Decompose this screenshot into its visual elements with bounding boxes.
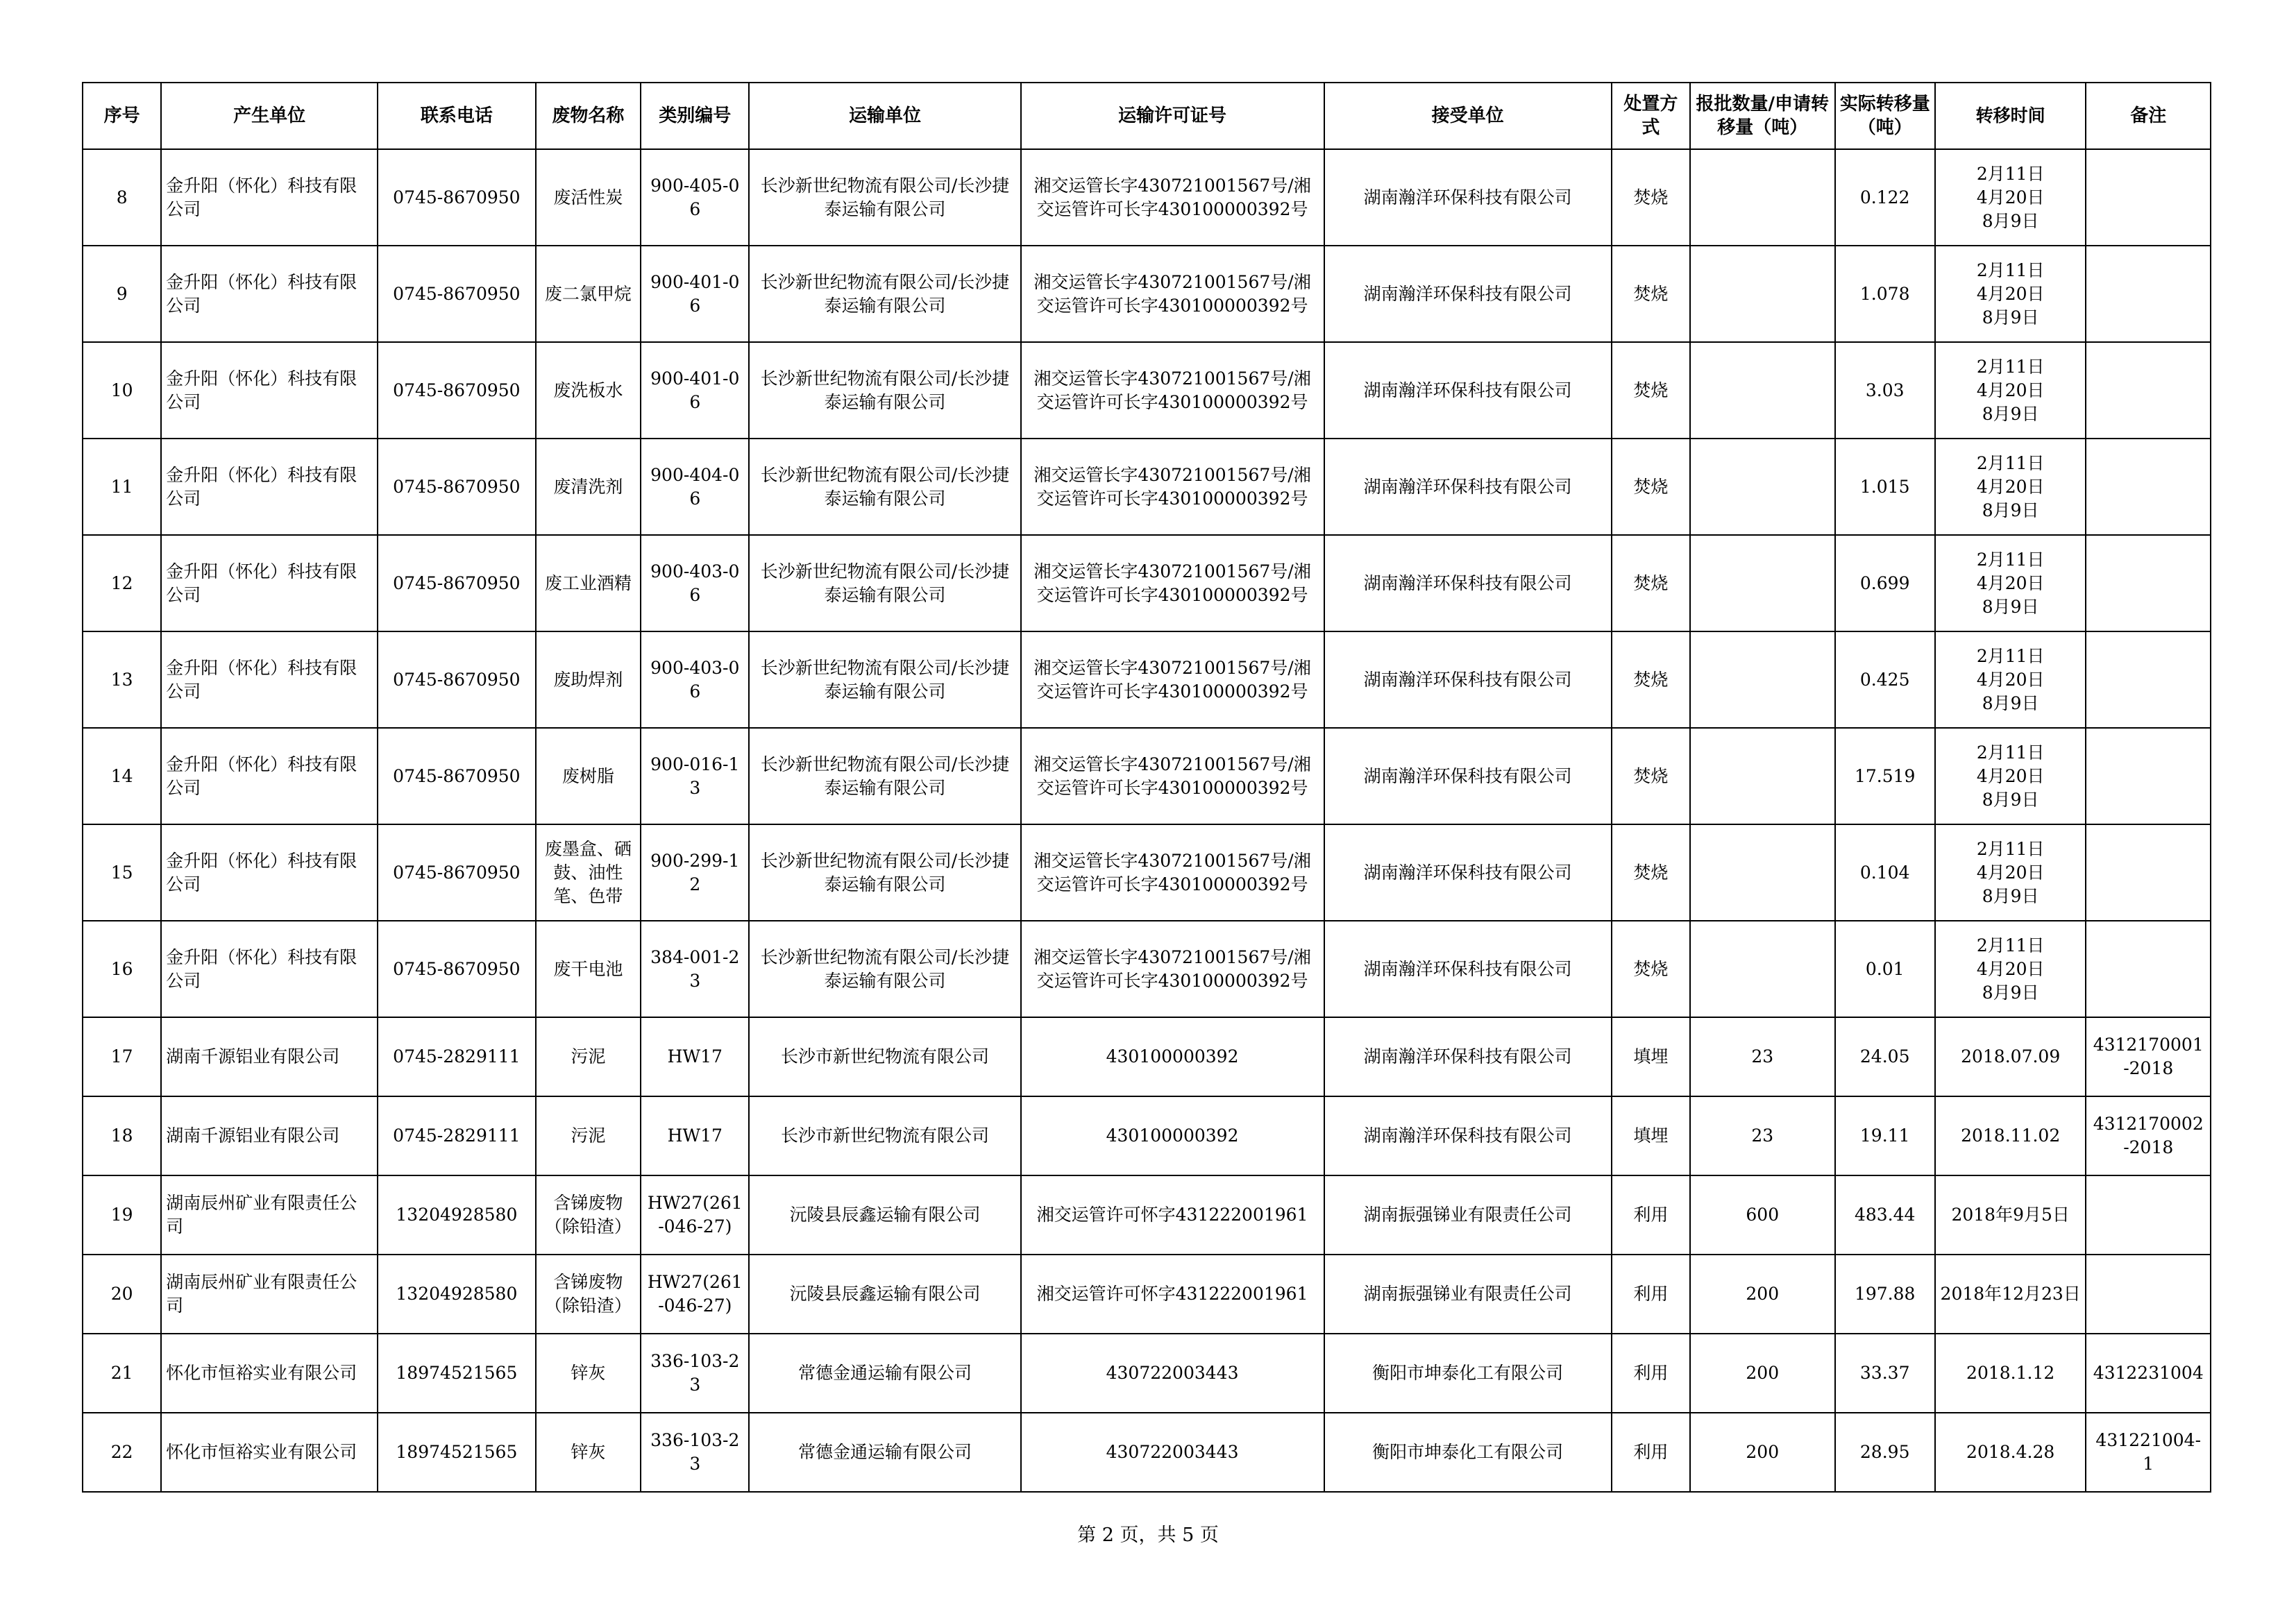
table-cell: 沅陵县辰鑫运输有限公司 xyxy=(749,1175,1020,1255)
table-cell: 431221004-1 xyxy=(2086,1413,2211,1492)
table-cell: 0.104 xyxy=(1835,824,1935,921)
table-cell: 0745-8670950 xyxy=(378,149,536,246)
table-cell: 利用 xyxy=(1612,1334,1690,1413)
table-cell: 湘交运管长字430721001567号/湘交运管许可长字430100000392号 xyxy=(1021,728,1324,824)
table-cell: 废工业酒精 xyxy=(536,535,641,631)
table-cell: 200 xyxy=(1690,1413,1835,1492)
table-cell xyxy=(2086,1175,2211,1255)
table-cell: 衡阳市坤泰化工有限公司 xyxy=(1324,1334,1612,1413)
table-cell: 16 xyxy=(83,921,161,1017)
table-cell: 金升阳（怀化）科技有限公司 xyxy=(161,921,378,1017)
table-cell: 湖南瀚洋环保科技有限公司 xyxy=(1324,439,1612,535)
table-row xyxy=(83,1334,2211,1413)
table-cell: 22 xyxy=(83,1413,161,1492)
table-cell: 2018.4.28 xyxy=(1935,1413,2086,1492)
table-row xyxy=(83,631,2211,728)
table-cell: 0745-8670950 xyxy=(378,921,536,1017)
table-cell: 湘交运管长字430721001567号/湘交运管许可长字430100000392号 xyxy=(1021,921,1324,1017)
table-cell: 1.015 xyxy=(1835,439,1935,535)
table-cell: 9 xyxy=(83,246,161,342)
table-cell: 含锑废物（除铅渣） xyxy=(536,1175,641,1255)
table-cell: 长沙新世纪物流有限公司/长沙捷泰运输有限公司 xyxy=(749,728,1020,824)
table-cell: 含锑废物（除铅渣） xyxy=(536,1255,641,1334)
table-cell: 3.03 xyxy=(1835,342,1935,439)
table-row xyxy=(83,439,2211,535)
table-cell: 21 xyxy=(83,1334,161,1413)
table-cell: 14 xyxy=(83,728,161,824)
table-row xyxy=(83,149,2211,246)
table-cell: 23 xyxy=(1690,1017,1835,1096)
table-cell: 焚烧 xyxy=(1612,535,1690,631)
table-cell xyxy=(2086,921,2211,1017)
table-cell: 利用 xyxy=(1612,1413,1690,1492)
table-cell: 0745-8670950 xyxy=(378,535,536,631)
table-cell: 10 xyxy=(83,342,161,439)
table-row xyxy=(83,535,2211,631)
table-cell: 17 xyxy=(83,1017,161,1096)
table-row xyxy=(83,824,2211,921)
table-cell: 金升阳（怀化）科技有限公司 xyxy=(161,439,378,535)
table-cell: 焚烧 xyxy=(1612,824,1690,921)
table-row xyxy=(83,1017,2211,1096)
header-cell: 运输单位 xyxy=(749,83,1020,149)
table-cell: 污泥 xyxy=(536,1096,641,1175)
table-cell: 长沙新世纪物流有限公司/长沙捷泰运输有限公司 xyxy=(749,149,1020,246)
table-cell: 197.88 xyxy=(1835,1255,1935,1334)
table-cell: 湖南瀚洋环保科技有限公司 xyxy=(1324,149,1612,246)
table-cell: 19.11 xyxy=(1835,1096,1935,1175)
table-cell: 湘交运管长字430721001567号/湘交运管许可长字430100000392号 xyxy=(1021,535,1324,631)
waste-transfer-table xyxy=(82,82,2211,1493)
table-cell xyxy=(2086,439,2211,535)
table-cell: 湖南瀚洋环保科技有限公司 xyxy=(1324,342,1612,439)
table-cell: 900-016-13 xyxy=(641,728,749,824)
table-cell: 336-103-23 xyxy=(641,1334,749,1413)
table-cell xyxy=(1690,921,1835,1017)
table-cell: 15 xyxy=(83,824,161,921)
header-cell: 实际转移量（吨） xyxy=(1835,83,1935,149)
table-cell: 湖南辰州矿业有限责任公司 xyxy=(161,1255,378,1334)
table-cell: 2月11日 4月20日 8月9日 xyxy=(1935,342,2086,439)
table-cell: 17.519 xyxy=(1835,728,1935,824)
table-cell: 900-405-06 xyxy=(641,149,749,246)
table-cell: HW17 xyxy=(641,1096,749,1175)
table-cell: 2月11日 4月20日 8月9日 xyxy=(1935,728,2086,824)
table-cell: 1.078 xyxy=(1835,246,1935,342)
table-cell: 0745-8670950 xyxy=(378,728,536,824)
header-cell: 联系电话 xyxy=(378,83,536,149)
table-cell: 湖南千源铝业有限公司 xyxy=(161,1096,378,1175)
table-cell: 湖南瀚洋环保科技有限公司 xyxy=(1324,824,1612,921)
header-cell: 接受单位 xyxy=(1324,83,1612,149)
table-cell: 长沙新世纪物流有限公司/长沙捷泰运输有限公司 xyxy=(749,921,1020,1017)
table-cell: 23 xyxy=(1690,1096,1835,1175)
table-cell: 2018.07.09 xyxy=(1935,1017,2086,1096)
table-cell: 900-403-06 xyxy=(641,535,749,631)
table-cell xyxy=(2086,1255,2211,1334)
table-cell: 长沙新世纪物流有限公司/长沙捷泰运输有限公司 xyxy=(749,631,1020,728)
table-cell: 0.425 xyxy=(1835,631,1935,728)
table-cell xyxy=(2086,149,2211,246)
table-cell: 18 xyxy=(83,1096,161,1175)
table-cell: 13204928580 xyxy=(378,1255,536,1334)
table-cell: 900-401-06 xyxy=(641,246,749,342)
table-row xyxy=(83,246,2211,342)
table-cell: 2月11日 4月20日 8月9日 xyxy=(1935,149,2086,246)
header-cell: 备注 xyxy=(2086,83,2211,149)
table-cell: 湘交运管长字430721001567号/湘交运管许可长字430100000392号 xyxy=(1021,342,1324,439)
table-cell: 长沙新世纪物流有限公司/长沙捷泰运输有限公司 xyxy=(749,824,1020,921)
table-cell: 金升阳（怀化）科技有限公司 xyxy=(161,631,378,728)
table-cell: 湖南瀚洋环保科技有限公司 xyxy=(1324,246,1612,342)
table-cell: 湖南辰州矿业有限责任公司 xyxy=(161,1175,378,1255)
table-cell: 焚烧 xyxy=(1612,728,1690,824)
table-cell: 废墨盒、硒鼓、油性笔、色带 xyxy=(536,824,641,921)
table-cell: 废助焊剂 xyxy=(536,631,641,728)
table-cell: 沅陵县辰鑫运输有限公司 xyxy=(749,1255,1020,1334)
table-cell: 湖南振强锑业有限责任公司 xyxy=(1324,1175,1612,1255)
table-cell: 2月11日 4月20日 8月9日 xyxy=(1935,439,2086,535)
table-cell: 湘交运管长字430721001567号/湘交运管许可长字430100000392号 xyxy=(1021,246,1324,342)
table-cell: 384-001-23 xyxy=(641,921,749,1017)
header-cell: 处置方式 xyxy=(1612,83,1690,149)
table-row xyxy=(83,342,2211,439)
table-cell: 金升阳（怀化）科技有限公司 xyxy=(161,824,378,921)
table-cell: 0745-8670950 xyxy=(378,824,536,921)
table-cell: 483.44 xyxy=(1835,1175,1935,1255)
table-cell: 18974521565 xyxy=(378,1334,536,1413)
page-footer: 第 2 页，共 5 页 xyxy=(1077,1524,1219,1546)
table-cell: 焚烧 xyxy=(1612,246,1690,342)
header-row xyxy=(83,83,2211,149)
table-cell: 900-403-06 xyxy=(641,631,749,728)
table-cell: 焚烧 xyxy=(1612,342,1690,439)
table-cell: 湘交运管长字430721001567号/湘交运管许可长字430100000392号 xyxy=(1021,149,1324,246)
table-cell: 430100000392 xyxy=(1021,1096,1324,1175)
header-cell: 运输许可证号 xyxy=(1021,83,1324,149)
table-cell: 焚烧 xyxy=(1612,149,1690,246)
table-cell: 4312170001-2018 xyxy=(2086,1017,2211,1096)
table-cell: 废清洗剂 xyxy=(536,439,641,535)
table-cell: 湘交运管长字430721001567号/湘交运管许可长字430100000392号 xyxy=(1021,631,1324,728)
table-row xyxy=(83,1255,2211,1334)
table-cell: 0.122 xyxy=(1835,149,1935,246)
table-cell: 8 xyxy=(83,149,161,246)
table-cell: 湖南瀚洋环保科技有限公司 xyxy=(1324,631,1612,728)
table-cell: 焚烧 xyxy=(1612,631,1690,728)
table-cell xyxy=(1690,439,1835,535)
table-cell: 2月11日 4月20日 8月9日 xyxy=(1935,824,2086,921)
table-cell: 4312170002-2018 xyxy=(2086,1096,2211,1175)
header-cell: 类别编号 xyxy=(641,83,749,149)
table-cell: HW17 xyxy=(641,1017,749,1096)
table-cell: 13204928580 xyxy=(378,1175,536,1255)
table-cell: 0.699 xyxy=(1835,535,1935,631)
table-cell: 湖南瀚洋环保科技有限公司 xyxy=(1324,535,1612,631)
table-cell: 常德金通运输有限公司 xyxy=(749,1413,1020,1492)
table-cell: 900-404-06 xyxy=(641,439,749,535)
table-cell xyxy=(1690,342,1835,439)
table-cell xyxy=(2086,342,2211,439)
table-cell: 湖南振强锑业有限责任公司 xyxy=(1324,1255,1612,1334)
table-cell: 利用 xyxy=(1612,1175,1690,1255)
table-cell: 18974521565 xyxy=(378,1413,536,1492)
table-cell: 污泥 xyxy=(536,1017,641,1096)
table-cell: 废干电池 xyxy=(536,921,641,1017)
table-cell: 湘交运管长字430721001567号/湘交运管许可长字430100000392号 xyxy=(1021,824,1324,921)
table-cell xyxy=(1690,535,1835,631)
table-cell: 长沙新世纪物流有限公司/长沙捷泰运输有限公司 xyxy=(749,535,1020,631)
table-cell: 金升阳（怀化）科技有限公司 xyxy=(161,149,378,246)
table-cell xyxy=(2086,631,2211,728)
table-cell: 锌灰 xyxy=(536,1334,641,1413)
table-cell: 废树脂 xyxy=(536,728,641,824)
table-cell: 2018年9月5日 xyxy=(1935,1175,2086,1255)
table-cell: 2018.1.12 xyxy=(1935,1334,2086,1413)
table-cell: 焚烧 xyxy=(1612,921,1690,1017)
table-cell: 2月11日 4月20日 8月9日 xyxy=(1935,535,2086,631)
table-cell: 金升阳（怀化）科技有限公司 xyxy=(161,535,378,631)
table-cell: 0745-2829111 xyxy=(378,1096,536,1175)
table-cell: 锌灰 xyxy=(536,1413,641,1492)
table-cell xyxy=(1690,149,1835,246)
table-cell: 湖南瀚洋环保科技有限公司 xyxy=(1324,1096,1612,1175)
table-cell: 湘交运管长字430721001567号/湘交运管许可长字430100000392号 xyxy=(1021,439,1324,535)
table-cell: 废活性炭 xyxy=(536,149,641,246)
table-cell: 湘交运管许可怀字431222001961 xyxy=(1021,1175,1324,1255)
table-cell xyxy=(1690,824,1835,921)
table-cell: 湖南千源铝业有限公司 xyxy=(161,1017,378,1096)
table-cell xyxy=(1690,728,1835,824)
table-cell: 24.05 xyxy=(1835,1017,1935,1096)
table-cell: 33.37 xyxy=(1835,1334,1935,1413)
table-cell: 废洗板水 xyxy=(536,342,641,439)
table-row xyxy=(83,728,2211,824)
table-cell xyxy=(2086,728,2211,824)
table-cell: 0745-8670950 xyxy=(378,246,536,342)
table-cell: 利用 xyxy=(1612,1255,1690,1334)
table-cell: 长沙新世纪物流有限公司/长沙捷泰运输有限公司 xyxy=(749,439,1020,535)
table-cell: 湖南瀚洋环保科技有限公司 xyxy=(1324,921,1612,1017)
table-row xyxy=(83,921,2211,1017)
table-cell: 600 xyxy=(1690,1175,1835,1255)
table-cell: 2月11日 4月20日 8月9日 xyxy=(1935,246,2086,342)
table-row xyxy=(83,1413,2211,1492)
table-cell: 2018.11.02 xyxy=(1935,1096,2086,1175)
table-cell: 填埋 xyxy=(1612,1017,1690,1096)
table-cell: 2018年12月23日 xyxy=(1935,1255,2086,1334)
table-cell: 200 xyxy=(1690,1334,1835,1413)
table-cell xyxy=(2086,535,2211,631)
table-cell: 200 xyxy=(1690,1255,1835,1334)
header-cell: 产生单位 xyxy=(161,83,378,149)
table-cell: 0745-8670950 xyxy=(378,342,536,439)
table-cell: 长沙市新世纪物流有限公司 xyxy=(749,1096,1020,1175)
table-cell: 长沙市新世纪物流有限公司 xyxy=(749,1017,1020,1096)
table-cell: 焚烧 xyxy=(1612,439,1690,535)
table-cell: 13 xyxy=(83,631,161,728)
table-cell: 11 xyxy=(83,439,161,535)
table-cell: 28.95 xyxy=(1835,1413,1935,1492)
table-cell: 衡阳市坤泰化工有限公司 xyxy=(1324,1413,1612,1492)
table-body xyxy=(83,149,2211,1492)
table-cell: 336-103-23 xyxy=(641,1413,749,1492)
table-cell xyxy=(2086,246,2211,342)
table-cell: 900-299-12 xyxy=(641,824,749,921)
table-cell: 19 xyxy=(83,1175,161,1255)
table-cell: 2月11日 4月20日 8月9日 xyxy=(1935,921,2086,1017)
table-cell: 430100000392 xyxy=(1021,1017,1324,1096)
table-cell: 金升阳（怀化）科技有限公司 xyxy=(161,728,378,824)
table-cell: 湖南瀚洋环保科技有限公司 xyxy=(1324,1017,1612,1096)
table-cell: 4312231004 xyxy=(2086,1334,2211,1413)
table-cell: 怀化市恒裕实业有限公司 xyxy=(161,1334,378,1413)
header-cell: 转移时间 xyxy=(1935,83,2086,149)
header-cell: 报批数量/申请转移量（吨） xyxy=(1690,83,1835,149)
table-cell: 填埋 xyxy=(1612,1096,1690,1175)
table-row xyxy=(83,1175,2211,1255)
table-cell: 长沙新世纪物流有限公司/长沙捷泰运输有限公司 xyxy=(749,246,1020,342)
table-cell: 金升阳（怀化）科技有限公司 xyxy=(161,246,378,342)
table-cell: 0.01 xyxy=(1835,921,1935,1017)
table-cell: 湘交运管许可怀字431222001961 xyxy=(1021,1255,1324,1334)
table-cell: 0745-8670950 xyxy=(378,439,536,535)
table-cell xyxy=(1690,246,1835,342)
table-cell: 2月11日 4月20日 8月9日 xyxy=(1935,631,2086,728)
table-cell: 废二氯甲烷 xyxy=(536,246,641,342)
table-cell xyxy=(1690,631,1835,728)
table-cell: HW27(261-046-27) xyxy=(641,1175,749,1255)
header-cell: 废物名称 xyxy=(536,83,641,149)
table-cell: 怀化市恒裕实业有限公司 xyxy=(161,1413,378,1492)
table-cell: 12 xyxy=(83,535,161,631)
table-cell: 0745-2829111 xyxy=(378,1017,536,1096)
table-cell: 金升阳（怀化）科技有限公司 xyxy=(161,342,378,439)
table-cell: 20 xyxy=(83,1255,161,1334)
table-cell: 430722003443 xyxy=(1021,1413,1324,1492)
table-cell: HW27(261-046-27) xyxy=(641,1255,749,1334)
header-cell: 序号 xyxy=(83,83,161,149)
table-row xyxy=(83,1096,2211,1175)
table-cell: 430722003443 xyxy=(1021,1334,1324,1413)
table-cell xyxy=(2086,824,2211,921)
table-cell: 900-401-06 xyxy=(641,342,749,439)
table-cell: 湖南瀚洋环保科技有限公司 xyxy=(1324,728,1612,824)
table-cell: 长沙新世纪物流有限公司/长沙捷泰运输有限公司 xyxy=(749,342,1020,439)
table-cell: 0745-8670950 xyxy=(378,631,536,728)
table-cell: 常德金通运输有限公司 xyxy=(749,1334,1020,1413)
